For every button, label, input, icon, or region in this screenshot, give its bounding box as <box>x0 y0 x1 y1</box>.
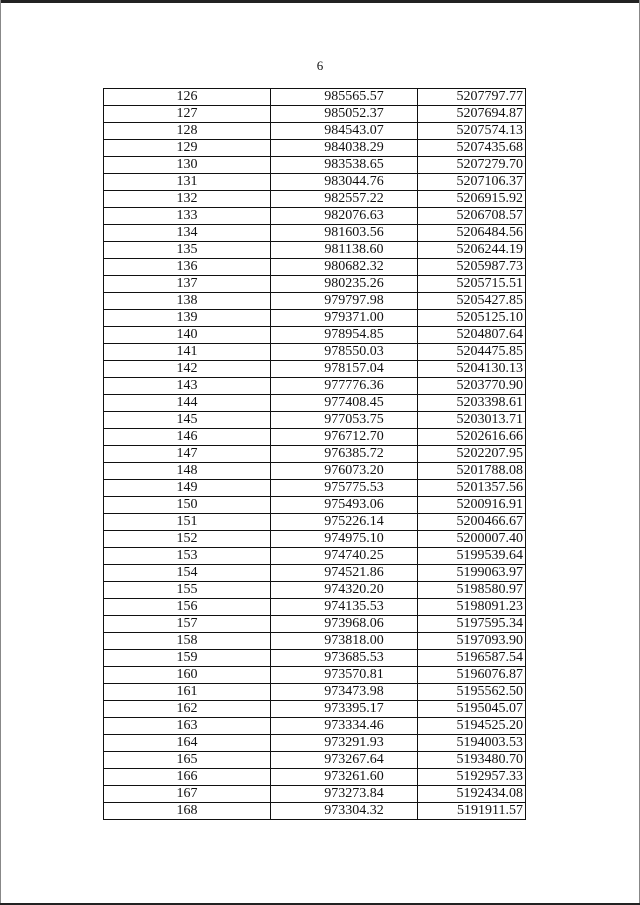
y-coordinate-cell: 5204130.13 <box>418 361 526 378</box>
scan-top-edge <box>0 0 640 3</box>
table-row <box>104 106 526 123</box>
y-coordinate-cell: 5192434.08 <box>418 786 526 803</box>
x-coordinate-cell: 973261.60 <box>271 769 418 786</box>
x-coordinate-cell: 979371.00 <box>271 310 418 327</box>
point-number-cell: 147 <box>104 446 271 463</box>
table-row <box>104 650 526 667</box>
x-coordinate-cell: 977053.75 <box>271 412 418 429</box>
x-coordinate-cell: 974740.25 <box>271 548 418 565</box>
y-coordinate-cell: 5202207.95 <box>418 446 526 463</box>
x-coordinate-cell: 981603.56 <box>271 225 418 242</box>
point-number-cell: 145 <box>104 412 271 429</box>
scan-left-edge <box>0 0 1 905</box>
point-number-cell: 160 <box>104 667 271 684</box>
point-number-cell: 135 <box>104 242 271 259</box>
y-coordinate-cell: 5200466.67 <box>418 514 526 531</box>
table-row <box>104 701 526 718</box>
point-number-cell: 163 <box>104 718 271 735</box>
y-coordinate-cell: 5203013.71 <box>418 412 526 429</box>
y-coordinate-cell: 5206708.57 <box>418 208 526 225</box>
y-coordinate-cell: 5204475.85 <box>418 344 526 361</box>
y-coordinate-cell: 5203770.90 <box>418 378 526 395</box>
point-number-cell: 137 <box>104 276 271 293</box>
table-row <box>104 769 526 786</box>
x-coordinate-cell: 980235.26 <box>271 276 418 293</box>
x-coordinate-cell: 981138.60 <box>271 242 418 259</box>
table-row <box>104 633 526 650</box>
y-coordinate-cell: 5196076.87 <box>418 667 526 684</box>
point-number-cell: 132 <box>104 191 271 208</box>
point-number-cell: 127 <box>104 106 271 123</box>
table-row <box>104 786 526 803</box>
point-number-cell: 155 <box>104 582 271 599</box>
y-coordinate-cell: 5205715.51 <box>418 276 526 293</box>
x-coordinate-cell: 977776.36 <box>271 378 418 395</box>
x-coordinate-cell: 978954.85 <box>271 327 418 344</box>
point-number-cell: 143 <box>104 378 271 395</box>
y-coordinate-cell: 5198091.23 <box>418 599 526 616</box>
y-coordinate-cell: 5194003.53 <box>418 735 526 752</box>
y-coordinate-cell: 5193480.70 <box>418 752 526 769</box>
y-coordinate-cell: 5191911.57 <box>418 803 526 820</box>
point-number-cell: 140 <box>104 327 271 344</box>
point-number-cell: 128 <box>104 123 271 140</box>
x-coordinate-cell: 975493.06 <box>271 497 418 514</box>
x-coordinate-cell: 973570.81 <box>271 667 418 684</box>
table-row <box>104 412 526 429</box>
point-number-cell: 154 <box>104 565 271 582</box>
table-row <box>104 463 526 480</box>
table-row <box>104 310 526 327</box>
point-number-cell: 156 <box>104 599 271 616</box>
y-coordinate-cell: 5200007.40 <box>418 531 526 548</box>
point-number-cell: 139 <box>104 310 271 327</box>
page-number: 6 <box>316 58 324 73</box>
table-row <box>104 123 526 140</box>
y-coordinate-cell: 5205427.85 <box>418 293 526 310</box>
x-coordinate-cell: 973818.00 <box>271 633 418 650</box>
table-row <box>104 684 526 701</box>
table-row <box>104 157 526 174</box>
y-coordinate-cell: 5201357.56 <box>418 480 526 497</box>
point-number-cell: 144 <box>104 395 271 412</box>
x-coordinate-cell: 982557.22 <box>271 191 418 208</box>
point-number-cell: 148 <box>104 463 271 480</box>
table-row <box>104 361 526 378</box>
point-number-cell: 151 <box>104 514 271 531</box>
x-coordinate-cell: 985052.37 <box>271 106 418 123</box>
table-row <box>104 327 526 344</box>
x-coordinate-cell: 974975.10 <box>271 531 418 548</box>
point-number-cell: 149 <box>104 480 271 497</box>
point-number-cell: 136 <box>104 259 271 276</box>
y-coordinate-cell: 5200916.91 <box>418 497 526 514</box>
point-number-cell: 159 <box>104 650 271 667</box>
x-coordinate-cell: 973685.53 <box>271 650 418 667</box>
y-coordinate-cell: 5197093.90 <box>418 633 526 650</box>
point-number-cell: 130 <box>104 157 271 174</box>
table-row <box>104 259 526 276</box>
y-coordinate-cell: 5202616.66 <box>418 429 526 446</box>
y-coordinate-cell: 5207435.68 <box>418 140 526 157</box>
point-number-cell: 126 <box>104 89 271 106</box>
x-coordinate-cell: 974320.20 <box>271 582 418 599</box>
x-coordinate-cell: 983044.76 <box>271 174 418 191</box>
point-number-cell: 167 <box>104 786 271 803</box>
y-coordinate-cell: 5206915.92 <box>418 191 526 208</box>
x-coordinate-cell: 974135.53 <box>271 599 418 616</box>
point-number-cell: 158 <box>104 633 271 650</box>
x-coordinate-cell: 980682.32 <box>271 259 418 276</box>
table-row <box>104 480 526 497</box>
y-coordinate-cell: 5194525.20 <box>418 718 526 735</box>
y-coordinate-cell: 5207694.87 <box>418 106 526 123</box>
point-number-cell: 153 <box>104 548 271 565</box>
x-coordinate-cell: 973291.93 <box>271 735 418 752</box>
table-row <box>104 803 526 820</box>
y-coordinate-cell: 5199063.97 <box>418 565 526 582</box>
y-coordinate-cell: 5201788.08 <box>418 463 526 480</box>
table-row <box>104 718 526 735</box>
x-coordinate-cell: 976385.72 <box>271 446 418 463</box>
table-row <box>104 752 526 769</box>
y-coordinate-cell: 5195562.50 <box>418 684 526 701</box>
table-row <box>104 174 526 191</box>
table-row <box>104 276 526 293</box>
x-coordinate-cell: 975226.14 <box>271 514 418 531</box>
x-coordinate-cell: 975775.53 <box>271 480 418 497</box>
coordinates-table <box>103 88 526 820</box>
y-coordinate-cell: 5206484.56 <box>418 225 526 242</box>
point-number-cell: 162 <box>104 701 271 718</box>
table-row <box>104 446 526 463</box>
table-row <box>104 599 526 616</box>
table-row <box>104 89 526 106</box>
x-coordinate-cell: 974521.86 <box>271 565 418 582</box>
x-coordinate-cell: 973395.17 <box>271 701 418 718</box>
point-number-cell: 168 <box>104 803 271 820</box>
y-coordinate-cell: 5196587.54 <box>418 650 526 667</box>
x-coordinate-cell: 978157.04 <box>271 361 418 378</box>
point-number-cell: 129 <box>104 140 271 157</box>
y-coordinate-cell: 5205987.73 <box>418 259 526 276</box>
point-number-cell: 146 <box>104 429 271 446</box>
x-coordinate-cell: 977408.45 <box>271 395 418 412</box>
x-coordinate-cell: 985565.57 <box>271 89 418 106</box>
table-row <box>104 514 526 531</box>
y-coordinate-cell: 5207797.77 <box>418 89 526 106</box>
point-number-cell: 142 <box>104 361 271 378</box>
table-row <box>104 293 526 310</box>
x-coordinate-cell: 973304.32 <box>271 803 418 820</box>
point-number-cell: 157 <box>104 616 271 633</box>
table-row <box>104 140 526 157</box>
y-coordinate-cell: 5206244.19 <box>418 242 526 259</box>
x-coordinate-cell: 973267.64 <box>271 752 418 769</box>
x-coordinate-cell: 982076.63 <box>271 208 418 225</box>
point-number-cell: 164 <box>104 735 271 752</box>
point-number-cell: 131 <box>104 174 271 191</box>
y-coordinate-cell: 5205125.10 <box>418 310 526 327</box>
y-coordinate-cell: 5204807.64 <box>418 327 526 344</box>
y-coordinate-cell: 5192957.33 <box>418 769 526 786</box>
point-number-cell: 165 <box>104 752 271 769</box>
table-row <box>104 531 526 548</box>
y-coordinate-cell: 5199539.64 <box>418 548 526 565</box>
table-row <box>104 225 526 242</box>
table-row <box>104 735 526 752</box>
table-row <box>104 429 526 446</box>
point-number-cell: 166 <box>104 769 271 786</box>
table-row <box>104 344 526 361</box>
y-coordinate-cell: 5198580.97 <box>418 582 526 599</box>
x-coordinate-cell: 973473.98 <box>271 684 418 701</box>
x-coordinate-cell: 973334.46 <box>271 718 418 735</box>
point-number-cell: 133 <box>104 208 271 225</box>
y-coordinate-cell: 5207279.70 <box>418 157 526 174</box>
y-coordinate-cell: 5195045.07 <box>418 701 526 718</box>
point-number-cell: 161 <box>104 684 271 701</box>
point-number-cell: 141 <box>104 344 271 361</box>
table-row <box>104 395 526 412</box>
point-number-cell: 152 <box>104 531 271 548</box>
y-coordinate-cell: 5207106.37 <box>418 174 526 191</box>
x-coordinate-cell: 976073.20 <box>271 463 418 480</box>
point-number-cell: 138 <box>104 293 271 310</box>
point-number-cell: 134 <box>104 225 271 242</box>
x-coordinate-cell: 973273.84 <box>271 786 418 803</box>
point-number-cell: 150 <box>104 497 271 514</box>
y-coordinate-cell: 5197595.34 <box>418 616 526 633</box>
x-coordinate-cell: 979797.98 <box>271 293 418 310</box>
x-coordinate-cell: 984038.29 <box>271 140 418 157</box>
y-coordinate-cell: 5207574.13 <box>418 123 526 140</box>
table-row <box>104 242 526 259</box>
table-row <box>104 191 526 208</box>
table-row <box>104 565 526 582</box>
x-coordinate-cell: 978550.03 <box>271 344 418 361</box>
x-coordinate-cell: 984543.07 <box>271 123 418 140</box>
y-coordinate-cell: 5203398.61 <box>418 395 526 412</box>
table-row <box>104 208 526 225</box>
x-coordinate-cell: 976712.70 <box>271 429 418 446</box>
table-row <box>104 497 526 514</box>
table-row <box>104 616 526 633</box>
table-row <box>104 548 526 565</box>
table-row <box>104 667 526 684</box>
table-row <box>104 582 526 599</box>
x-coordinate-cell: 973968.06 <box>271 616 418 633</box>
table-row <box>104 378 526 395</box>
x-coordinate-cell: 983538.65 <box>271 157 418 174</box>
